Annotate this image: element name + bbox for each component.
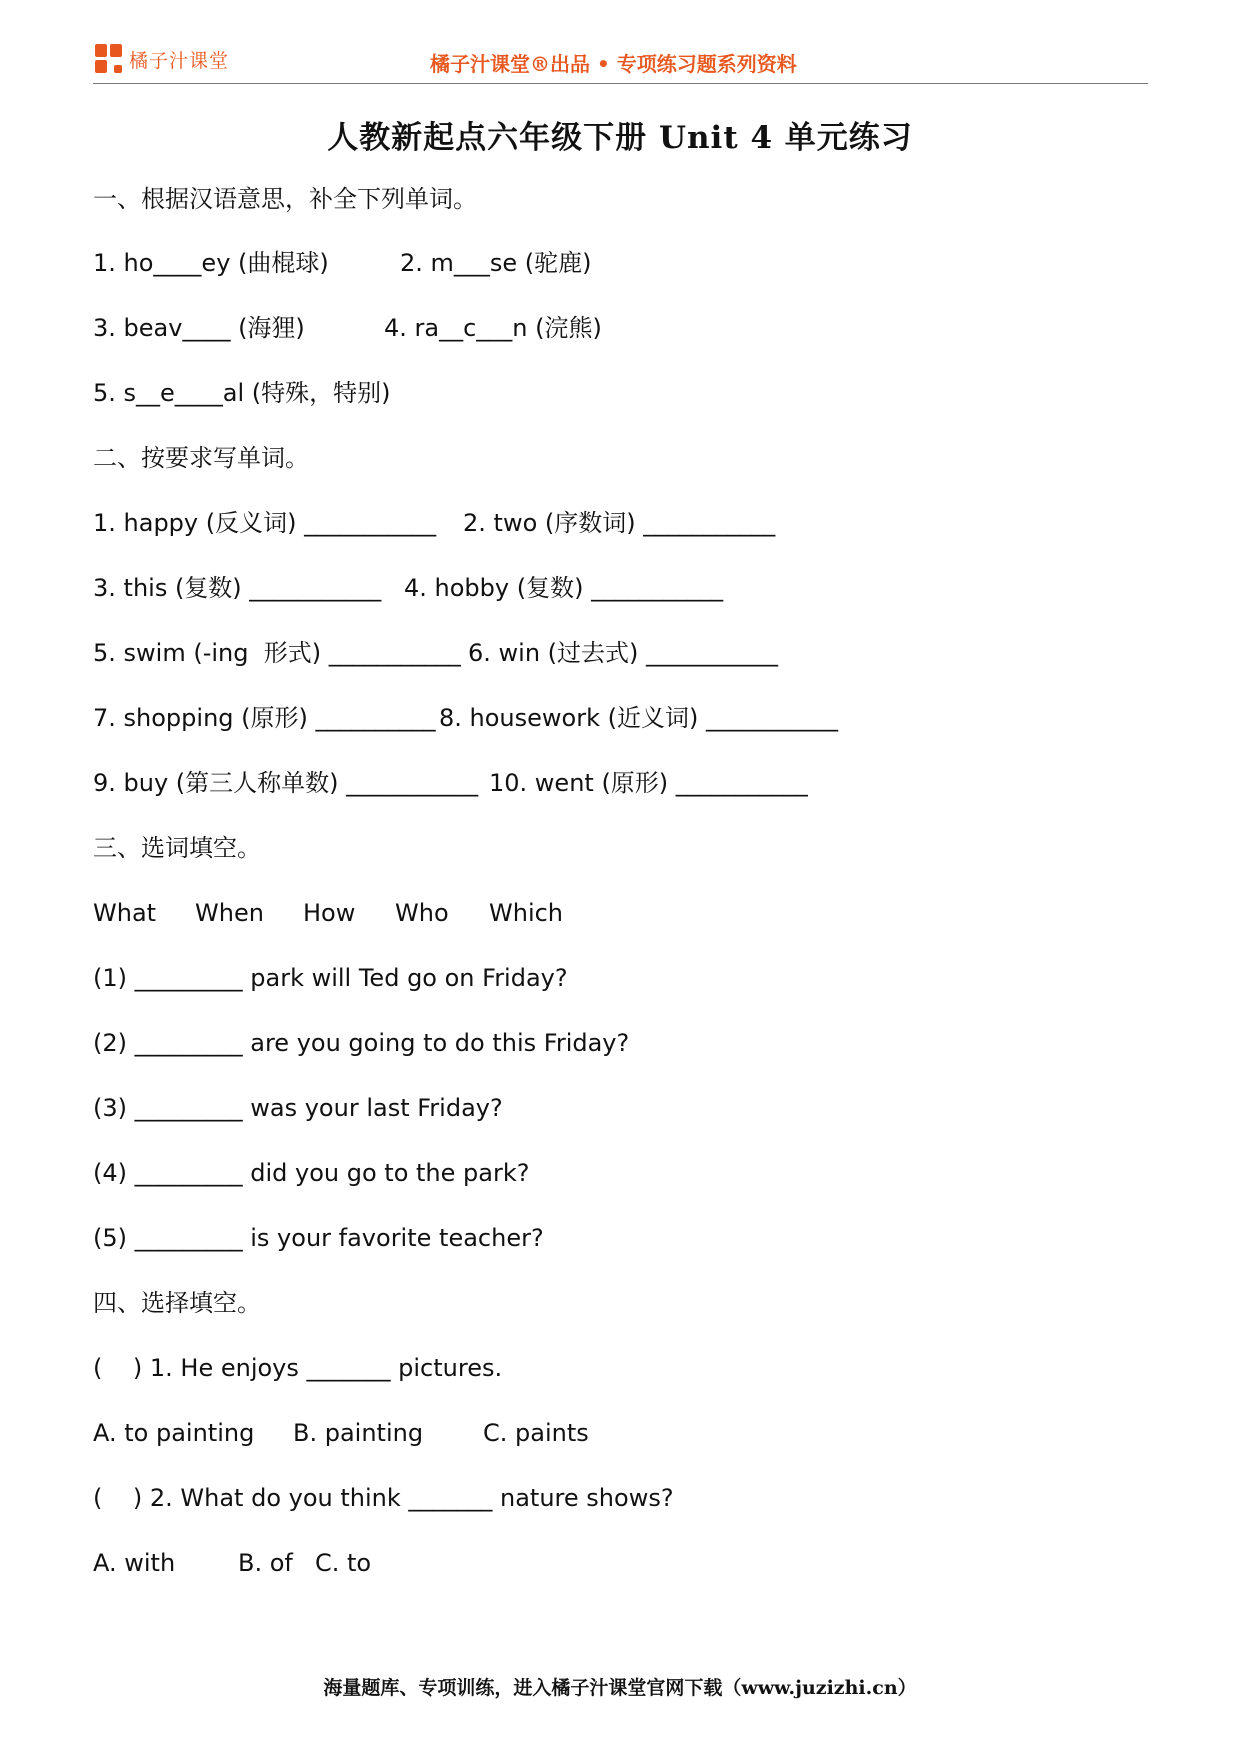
word-bank-word: How bbox=[303, 899, 356, 927]
s2-item-10: 10. went (原形) ___________ bbox=[489, 769, 808, 797]
s4-q1-option-a: A. to painting bbox=[93, 1419, 255, 1447]
s4-question-2: ( ) 2. What do you think _______ nature shows? bbox=[93, 1484, 674, 1512]
s2-item-1: 1. happy (反义词) ___________ bbox=[93, 509, 437, 537]
s2-item-6: 6. win (过去式) ___________ bbox=[468, 639, 779, 667]
s1-item-3: 3. beav____ (海狸) bbox=[93, 314, 305, 342]
s2-item-2: 2. two (序数词) ___________ bbox=[463, 509, 776, 537]
s4-q1-option-b: B. painting bbox=[293, 1419, 424, 1447]
header-divider bbox=[93, 83, 1148, 84]
section4-heading: 四、选择填空。 bbox=[93, 1289, 261, 1317]
s3-item-3: (3) _________ was your last Friday? bbox=[93, 1094, 503, 1122]
section2-heading: 二、按要求写单词。 bbox=[93, 444, 309, 472]
word-bank-word: Who bbox=[395, 899, 449, 927]
word-bank-word: What bbox=[93, 899, 157, 927]
page-title: 人教新起点六年级下册 Unit 4 单元练习 bbox=[327, 120, 913, 156]
s1-item-5: 5. s__e____al (特殊，特别) bbox=[93, 379, 391, 407]
logo-icon bbox=[95, 44, 123, 74]
s1-item-4: 4. ra__c___n (浣熊) bbox=[384, 314, 602, 342]
page-footer: 海量题库、专项训练，进入橘子汁课堂官网下载（www.juzizhi.cn） bbox=[323, 1677, 917, 1699]
s4-q2-option-c: C. to bbox=[315, 1549, 372, 1577]
s2-item-4: 4. hobby (复数) ___________ bbox=[404, 574, 724, 602]
section3-heading: 三、选词填空。 bbox=[93, 834, 261, 862]
s4-q2-option-a: A. with bbox=[93, 1549, 176, 1577]
s2-item-9: 9. buy (第三人称单数) ___________ bbox=[93, 769, 479, 797]
s2-item-5: 5. swim (-ing 形式) ___________ bbox=[93, 639, 461, 667]
s1-item-2: 2. m___se (驼鹿) bbox=[400, 249, 592, 277]
word-bank-word: When bbox=[195, 899, 264, 927]
s4-question-1: ( ) 1. He enjoys _______ pictures. bbox=[93, 1354, 503, 1382]
word-bank-word: Which bbox=[489, 899, 564, 927]
s3-item-4: (4) _________ did you go to the park? bbox=[93, 1159, 530, 1187]
logo-text: 橘子汁课堂 bbox=[129, 49, 230, 72]
s3-item-1: (1) _________ park will Ted go on Friday? bbox=[93, 964, 568, 992]
s2-item-8: 8. housework (近义词) ___________ bbox=[439, 704, 838, 732]
s4-q2-option-b: B. of bbox=[238, 1549, 293, 1577]
brand-logo bbox=[95, 44, 229, 74]
s3-item-2: (2) _________ are you going to do this Friday? bbox=[93, 1029, 630, 1057]
s1-item-1: 1. ho____ey (曲棍球) bbox=[93, 249, 329, 277]
s2-item-3: 3. this (复数) ___________ bbox=[93, 574, 382, 602]
header-tagline: 橘子汁课堂®出品 • 专项练习题系列资料 bbox=[430, 52, 797, 76]
section1-heading: 一、根据汉语意思，补全下列单词。 bbox=[93, 185, 477, 213]
s4-q1-option-c: C. paints bbox=[483, 1419, 589, 1447]
s3-item-5: (5) _________ is your favorite teacher? bbox=[93, 1224, 544, 1252]
s2-item-7: 7. shopping (原形) __________ bbox=[93, 704, 436, 732]
